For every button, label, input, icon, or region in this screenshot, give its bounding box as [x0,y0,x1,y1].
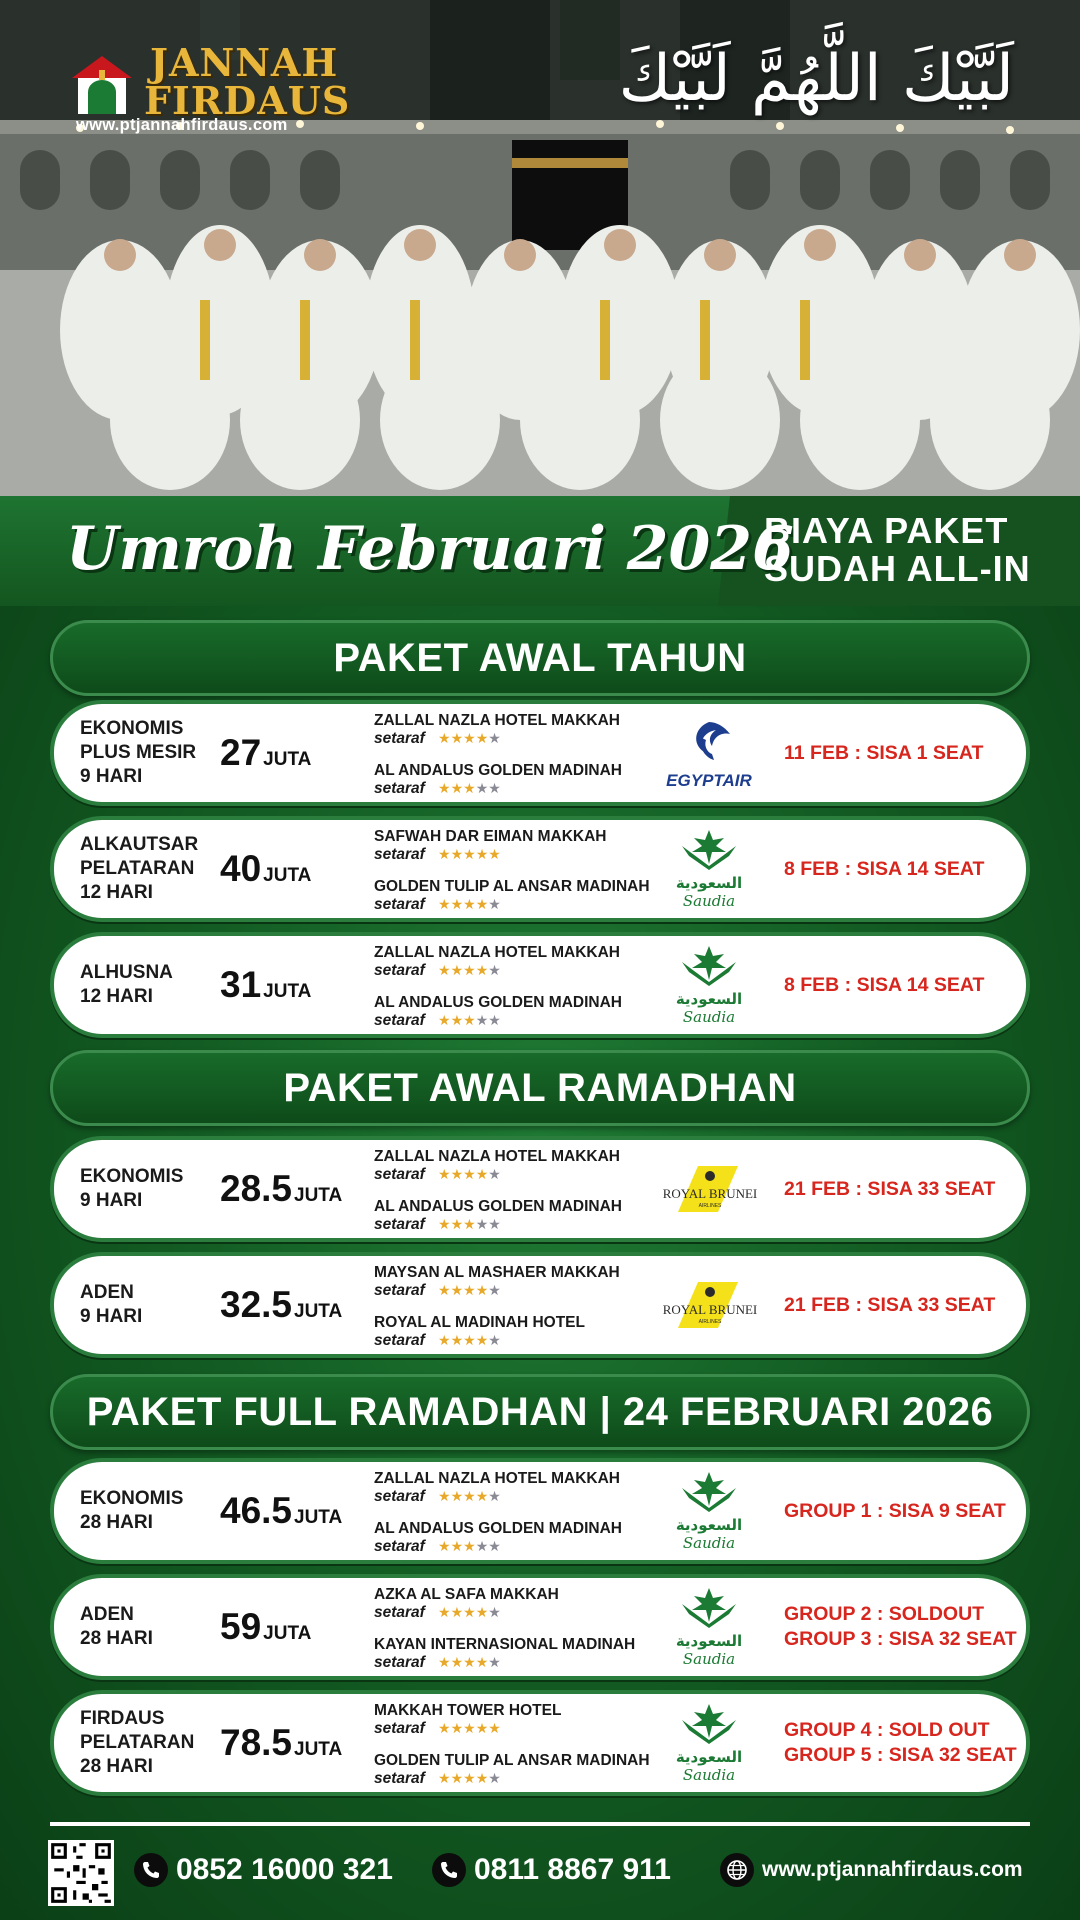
star-icon: ★ [450,731,464,747]
hotel-list [374,942,694,1032]
price-unit: JUTA [294,1185,343,1206]
package-name [80,1694,220,1792]
section-title: PAKET FULL RAMADHAN | 24 FEBRUARI 2026 [86,1390,994,1434]
hotel-list [374,1700,694,1790]
hotel-item [374,712,694,752]
package-name [80,1256,220,1354]
saudia-wordmark: Saudia [682,1766,736,1784]
star-icon: ★ [463,731,476,747]
saudia-palm-icon [654,1698,764,1788]
hotel-list [374,1262,694,1352]
hotel-name: AL ANDALUS GOLDEN MADINAH [374,1520,622,1537]
hotel-item [374,1470,694,1510]
hero-photo [0,0,1080,496]
package-name [80,1578,220,1676]
section-header [50,1374,1030,1450]
package-name-line: 28 HARI [80,1756,153,1777]
star-icon: ★ [463,1489,476,1505]
package-name-line: 9 HARI [80,1190,143,1211]
title-banner [0,496,1080,606]
seat-availability [784,1256,1030,1354]
package-name-line: EKONOMIS [80,1166,184,1187]
star-icon: ★ [438,847,451,863]
phone-number-1: 0852 16000 321 [176,1853,393,1886]
hotel-name: MAKKAH TOWER HOTEL [374,1702,562,1719]
package-card[interactable] [50,1136,1030,1242]
hotel-star-rating [438,1282,501,1300]
star-icon: ★ [463,847,476,863]
hotel-name: ROYAL AL MADINAH HOTEL [374,1314,585,1331]
hotel-name: ZALLAL NAZLA HOTEL MAKKAH [374,712,620,729]
hotel-name: ZALLAL NAZLA HOTEL MAKKAH [374,1148,620,1165]
star-icon: ★ [463,897,476,913]
star-icon: ★ [438,1283,451,1299]
saudia-palm-icon [654,824,764,914]
price-amount: 40 [220,848,262,889]
star-icon: ★ [438,1167,451,1183]
star-icon: ★ [488,1539,501,1555]
hotel-star-rating [438,962,501,980]
phone-number-2: 0811 8867 911 [474,1853,671,1886]
star-icon: ★ [475,731,489,747]
seat-status: GROUP 1 : SISA 9 SEAT [784,1499,1006,1522]
hotel-item [374,1264,694,1304]
seat-status: 8 FEB : SISA 14 SEAT [784,857,985,880]
royal-brunei-wordmark: ROYAL BRUNEI [662,1302,758,1317]
star-icon: ★ [475,1013,489,1029]
globe-icon [720,1853,754,1887]
saudia-wordmark: Saudia [682,892,736,910]
seat-availability [784,1578,1030,1676]
star-icon: ★ [488,1013,501,1029]
phone-icon [134,1853,168,1887]
hotel-star-rating [438,846,501,864]
hotel-name: GOLDEN TULIP AL ANSAR MADINAH [374,878,650,895]
star-icon: ★ [488,1771,501,1787]
star-icon: ★ [450,1167,464,1183]
hotel-equivalent-label: setaraf [374,962,425,979]
star-icon: ★ [463,1605,476,1621]
hotel-name: KAYAN INTERNASIONAL MADINAH [374,1636,636,1653]
star-icon: ★ [488,1167,501,1183]
seat-status: 8 FEB : SISA 14 SEAT [784,973,985,996]
star-icon: ★ [438,1489,451,1505]
price-unit: JUTA [263,981,312,1002]
hotel-equivalent-label: setaraf [374,1654,425,1671]
hotel-equivalent-label: setaraf [374,730,425,747]
star-icon: ★ [438,731,451,747]
star-icon: ★ [463,1333,476,1349]
package-price [220,820,311,918]
seat-availability [784,704,1030,802]
price-unit: JUTA [294,1301,343,1322]
package-card[interactable] [50,816,1030,922]
price-unit: JUTA [294,1507,343,1528]
package-card[interactable] [50,1252,1030,1358]
hotel-equivalent-label: setaraf [374,846,425,863]
price-unit: JUTA [294,1739,343,1760]
star-icon: ★ [438,1217,451,1233]
seat-status: 11 FEB : SISA 1 SEAT [784,741,984,764]
price-amount: 46.5 [220,1490,293,1531]
star-icon: ★ [463,1167,476,1183]
package-name [80,1462,220,1560]
star-icon: ★ [463,963,476,979]
price-amount: 27 [220,732,262,773]
star-icon: ★ [475,1605,489,1621]
hotel-equivalent-label: setaraf [374,1604,425,1621]
package-card[interactable] [50,932,1030,1038]
royal-brunei-logo [654,1144,764,1234]
hotel-list [374,710,694,800]
star-icon: ★ [463,1721,476,1737]
page-title: Umroh Februari 2026 [66,514,794,584]
hotel-equivalent-label: setaraf [374,1216,425,1233]
saudia-logo [654,824,764,914]
package-name-line: PELATARAN [80,1732,195,1753]
package-name-line: ADEN [80,1282,134,1303]
hotel-star-rating [438,1216,501,1234]
hotel-item [374,1636,694,1676]
hotel-equivalent-label: setaraf [374,1538,425,1555]
saudia-logo [654,1582,764,1672]
hotel-equivalent-label: setaraf [374,1488,425,1505]
price-unit: JUTA [263,865,312,886]
egyptair-falcon-icon [654,708,764,798]
star-icon: ★ [475,1333,489,1349]
package-name-line: EKONOMIS [80,718,184,739]
section-title: PAKET AWAL TAHUN [333,636,747,680]
package-name [80,936,220,1034]
brand-name-line1: JANNAH [150,40,339,85]
star-icon: ★ [438,781,451,797]
hotel-name: ZALLAL NAZLA HOTEL MAKKAH [374,1470,620,1487]
royal-brunei-wordmark: ROYAL BRUNEI [662,1186,758,1201]
star-icon: ★ [438,1771,451,1787]
star-icon: ★ [450,897,464,913]
star-icon: ★ [438,1333,451,1349]
saudia-arabic-wordmark: السعودية [675,874,743,892]
star-icon: ★ [475,897,489,913]
star-icon: ★ [438,1013,451,1029]
royal-brunei-sub: AIRLINES [698,1203,722,1209]
hotel-star-rating [438,1332,501,1350]
hotel-item [374,1314,694,1354]
saudia-wordmark: Saudia [682,1534,736,1552]
package-card[interactable] [50,700,1030,806]
star-icon: ★ [450,847,464,863]
star-icon: ★ [488,1721,501,1737]
hotel-star-rating [438,1538,501,1556]
star-icon: ★ [488,1333,501,1349]
star-icon: ★ [475,1283,489,1299]
price-amount: 32.5 [220,1284,293,1325]
hotel-star-rating [438,1720,501,1738]
price-amount: 28.5 [220,1168,293,1209]
price-amount: 31 [220,964,262,1005]
star-icon: ★ [450,1013,464,1029]
seat-availability [784,1462,1030,1560]
star-icon: ★ [488,1489,501,1505]
hotel-equivalent-label: setaraf [374,1720,425,1737]
hotel-item [374,1148,694,1188]
mosque-logo-icon [72,56,132,114]
star-icon: ★ [450,1539,464,1555]
star-icon: ★ [450,1655,464,1671]
package-name-line: 28 HARI [80,1628,153,1649]
star-icon: ★ [488,731,501,747]
star-icon: ★ [463,1771,476,1787]
package-card[interactable] [50,1690,1030,1796]
saudia-arabic-wordmark: السعودية [675,1748,743,1766]
package-name-line: EKONOMIS [80,1488,184,1509]
contact-website[interactable] [720,1848,1023,1892]
star-icon: ★ [450,1489,464,1505]
star-icon: ★ [450,1721,464,1737]
price-unit: JUTA [263,1623,312,1644]
hotel-star-rating [438,1012,501,1030]
package-name-line: 12 HARI [80,986,153,1007]
star-icon: ★ [463,781,476,797]
package-price [220,1694,342,1792]
package-name [80,820,220,918]
star-icon: ★ [450,1605,464,1621]
star-icon: ★ [463,1655,476,1671]
footer-divider [50,1822,1030,1826]
jannah-firdaus-logo [72,34,352,134]
star-icon: ★ [475,1217,489,1233]
section-header [50,1050,1030,1126]
royal-brunei-emblem-icon [654,1260,764,1350]
price-amount: 59 [220,1606,262,1647]
seat-status: GROUP 2 : SOLDOUT [784,1603,985,1625]
hotel-name: AL ANDALUS GOLDEN MADINAH [374,762,622,779]
hotel-name: AL ANDALUS GOLDEN MADINAH [374,1198,622,1215]
hotel-name: ZALLAL NAZLA HOTEL MAKKAH [374,944,620,961]
seat-status: GROUP 4 : SOLD OUT [784,1719,990,1741]
package-price [220,936,311,1034]
star-icon: ★ [475,1489,489,1505]
seat-availability [784,820,1030,918]
hotel-item [374,1702,694,1742]
star-icon: ★ [438,1655,451,1671]
royal-brunei-emblem-icon [654,1144,764,1234]
qr-code-icon[interactable] [48,1840,114,1906]
package-name-line: 9 HARI [80,766,143,787]
package-price [220,1462,342,1560]
saudia-logo [654,940,764,1030]
star-icon: ★ [450,1771,464,1787]
hotel-name: AZKA AL SAFA MAKKAH [374,1586,559,1603]
star-icon: ★ [450,781,464,797]
star-icon: ★ [438,1539,451,1555]
saudia-palm-icon [654,1466,764,1556]
royal-brunei-logo [654,1260,764,1350]
package-name-line: PLUS MESIR [80,742,197,763]
hotel-list [374,826,694,916]
seat-availability [784,936,1030,1034]
hotel-star-rating [438,1166,501,1184]
package-price [220,1256,342,1354]
all-in-note-line2: SUDAH ALL-IN [764,548,1031,589]
saudia-logo [654,1698,764,1788]
star-icon: ★ [475,847,489,863]
hotel-list [374,1584,694,1674]
star-icon: ★ [475,1655,489,1671]
brand-name-line2: FIRDAUS [144,78,351,123]
saudia-palm-icon [654,1582,764,1672]
star-icon: ★ [450,1333,464,1349]
star-icon: ★ [488,1217,501,1233]
saudia-palm-icon [654,940,764,1030]
star-icon: ★ [475,1721,489,1737]
package-name-line: 9 HARI [80,1306,143,1327]
star-icon: ★ [475,963,489,979]
star-icon: ★ [450,963,464,979]
star-icon: ★ [488,897,501,913]
star-icon: ★ [488,847,501,863]
hotel-item [374,1586,694,1626]
package-name-line: 12 HARI [80,882,153,903]
hotel-equivalent-label: setaraf [374,1282,425,1299]
hotel-item [374,762,694,802]
hotel-item [374,944,694,984]
hotel-star-rating [438,1770,501,1788]
seat-status: 21 FEB : SISA 33 SEAT [784,1293,996,1316]
saudia-wordmark: Saudia [682,1008,736,1026]
star-icon: ★ [463,1539,476,1555]
hotel-item [374,878,694,918]
hotel-list [374,1468,694,1558]
section-header [50,620,1030,696]
package-name-line: ALHUSNA [80,962,173,983]
website-link: www.ptjannahfirdaus.com [762,1858,1023,1881]
price-unit: JUTA [263,749,312,770]
star-icon: ★ [475,1539,489,1555]
package-name-line: PELATARAN [80,858,195,879]
hotel-item [374,1198,694,1238]
seat-availability [784,1140,1030,1238]
star-icon: ★ [438,1721,451,1737]
hotel-name: SAFWAH DAR EIMAN MAKKAH [374,828,607,845]
seat-status: GROUP 5 : SISA 32 SEAT [784,1744,1017,1766]
star-icon: ★ [488,1283,501,1299]
star-icon: ★ [488,1655,501,1671]
hotel-name: GOLDEN TULIP AL ANSAR MADINAH [374,1752,650,1769]
hotel-equivalent-label: setaraf [374,780,425,797]
hotel-list [374,1146,694,1236]
hotel-equivalent-label: setaraf [374,1012,425,1029]
hotel-star-rating [438,1604,501,1622]
price-amount: 78.5 [220,1722,293,1763]
hotel-name: AL ANDALUS GOLDEN MADINAH [374,994,622,1011]
seat-availability [784,1694,1030,1792]
package-card[interactable] [50,1574,1030,1680]
section-title: PAKET AWAL RAMADHAN [283,1066,797,1110]
egyptair-wordmark: EGYPTAIR [666,771,752,790]
hotel-equivalent-label: setaraf [374,896,425,913]
star-icon: ★ [463,1283,476,1299]
star-icon: ★ [450,1217,464,1233]
royal-brunei-sub: AIRLINES [698,1319,722,1325]
package-price [220,704,311,802]
talbiyah-calligraphy: لَبَّيْكَ اللَّهُمَّ لَبَّيْكَ [618,42,1014,116]
package-name-line: ADEN [80,1604,134,1625]
all-in-note-line1: BIAYA PAKET [764,510,1009,551]
contact-phone-2[interactable] [432,1848,671,1892]
hotel-equivalent-label: setaraf [374,1332,425,1349]
saudia-arabic-wordmark: السعودية [675,1516,743,1534]
hotel-equivalent-label: setaraf [374,1770,425,1787]
saudia-arabic-wordmark: السعودية [675,1632,743,1650]
saudia-wordmark: Saudia [682,1650,736,1668]
star-icon: ★ [438,1605,451,1621]
star-icon: ★ [438,897,451,913]
star-icon: ★ [488,781,501,797]
saudia-logo [654,1466,764,1556]
hotel-name: MAYSAN AL MASHAER MAKKAH [374,1264,620,1281]
star-icon: ★ [475,1167,489,1183]
package-name-line: 28 HARI [80,1512,153,1533]
hotel-star-rating [438,896,501,914]
package-name [80,1140,220,1238]
hotel-star-rating [438,1488,501,1506]
package-name [80,704,220,802]
star-icon: ★ [475,781,489,797]
star-icon: ★ [463,1013,476,1029]
star-icon: ★ [438,963,451,979]
package-name-line: ALKAUTSAR [80,834,199,855]
package-name-line: FIRDAUS [80,1708,165,1729]
contact-phone-1[interactable] [134,1848,393,1892]
star-icon: ★ [475,1771,489,1787]
seat-status: GROUP 3 : SISA 32 SEAT [784,1628,1017,1650]
package-price [220,1578,311,1676]
brand-url: www.ptjannahfirdaus.com [76,116,288,134]
hotel-star-rating [438,1654,501,1672]
star-icon: ★ [488,1605,501,1621]
package-card[interactable] [50,1458,1030,1564]
phone-icon [432,1853,466,1887]
hotel-star-rating [438,780,501,798]
hotel-item [374,1752,694,1792]
star-icon: ★ [450,1283,464,1299]
star-icon: ★ [488,963,501,979]
seat-status: 21 FEB : SISA 33 SEAT [784,1177,996,1200]
hotel-star-rating [438,730,501,748]
package-price [220,1140,342,1238]
star-icon: ★ [463,1217,476,1233]
hotel-item [374,828,694,868]
hotel-item [374,1520,694,1560]
egyptair-logo [654,708,764,798]
hotel-item [374,994,694,1034]
hotel-equivalent-label: setaraf [374,1166,425,1183]
saudia-arabic-wordmark: السعودية [675,990,743,1008]
